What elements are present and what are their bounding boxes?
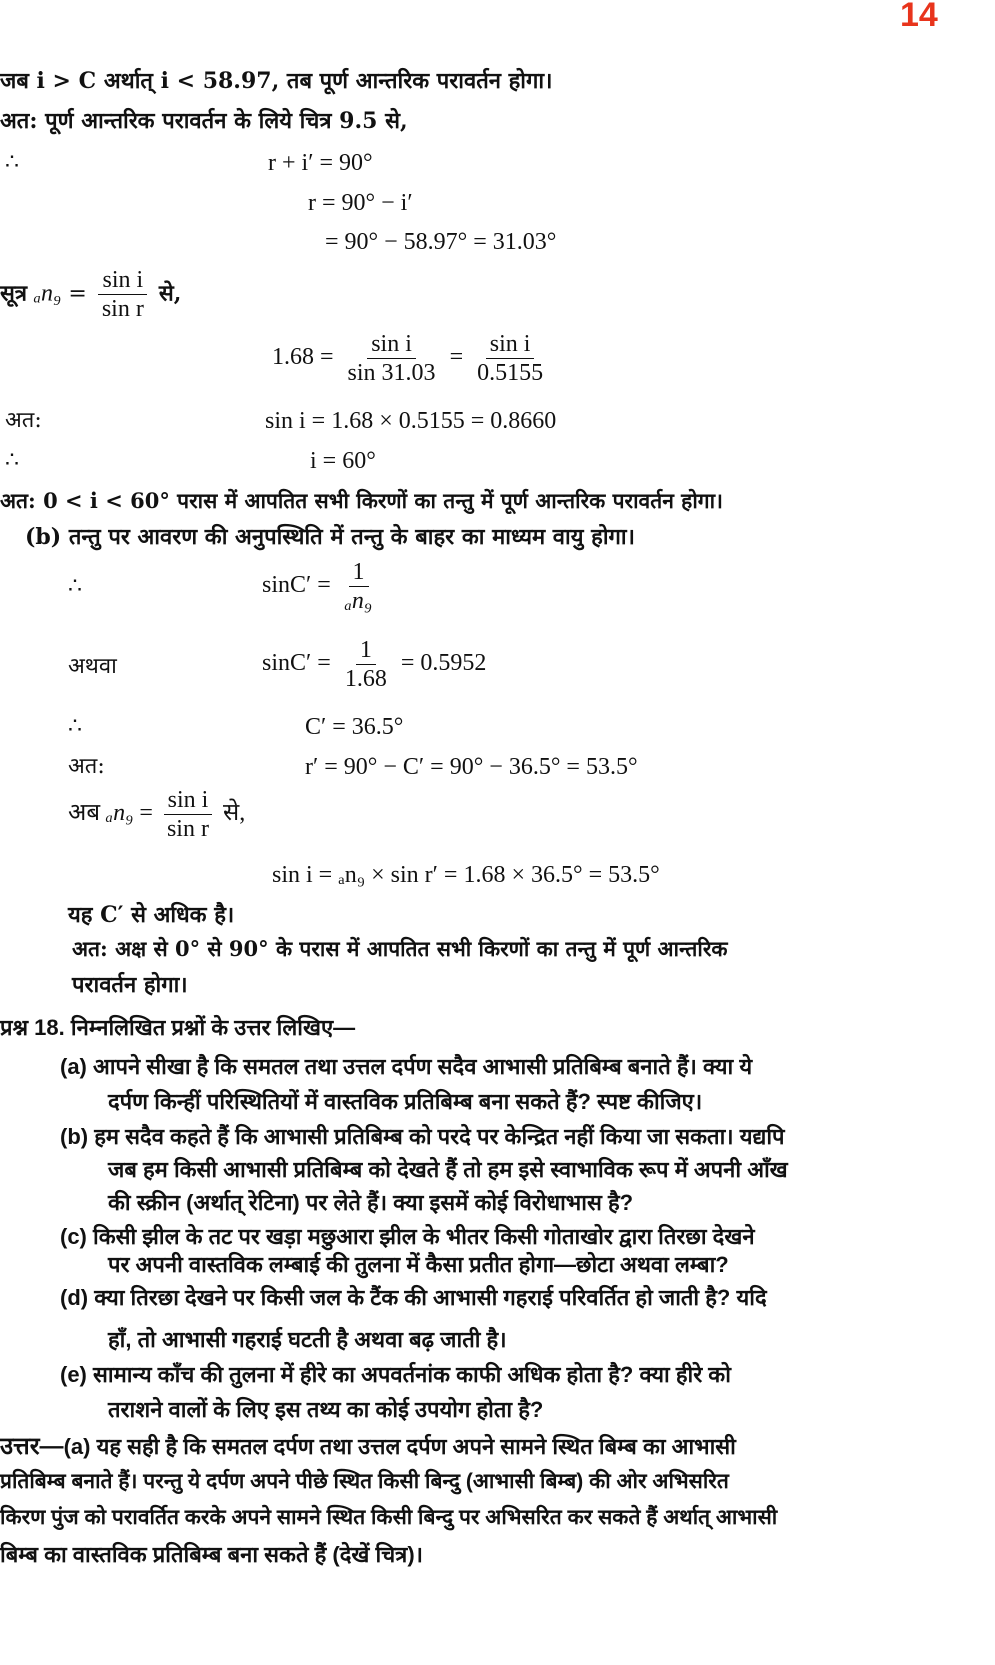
label: से, bbox=[222, 800, 246, 827]
fraction bbox=[341, 558, 376, 615]
lhs: sinC′ = bbox=[262, 572, 331, 599]
equation: 1.68 = $\frac{\text{sin i}}{\sin 31.03}$ = $\frac{\text{sin i}}{0.5155}$ bbox=[272, 330, 551, 387]
therefore-symbol: ∴ bbox=[5, 448, 19, 473]
fraction bbox=[473, 330, 547, 387]
label: से, bbox=[158, 280, 182, 307]
numerator: sin i bbox=[164, 786, 213, 815]
equation: r = 90° − i′ bbox=[308, 190, 413, 216]
numerator: 1 bbox=[349, 558, 369, 587]
equation bbox=[262, 558, 380, 615]
numerator: sin i bbox=[367, 330, 416, 359]
denominator: sin r bbox=[101, 296, 144, 322]
fraction bbox=[98, 266, 148, 323]
text-line: अत: 0 < i < 60° परास में आपतित सभी किरणों का तन्तु में पूर्ण आन्तरिक परावर्तन होगा। bbox=[0, 488, 723, 513]
denominator: sin 31.03 bbox=[347, 360, 436, 386]
answer-line: किरण पुंज को परावर्तित करके अपने सामने स्थित किसी बिन्दु पर अभिसरित कर सकते हैं अर्थात् आभासी bbox=[0, 1506, 778, 1529]
fraction bbox=[163, 786, 213, 843]
text-line: यह C′ से अधिक है। bbox=[68, 902, 235, 928]
therefore-symbol: ∴ bbox=[68, 714, 82, 739]
lhs: sinC′ = bbox=[262, 650, 331, 677]
answer-line bbox=[0, 1432, 736, 1462]
question-item: (e) सामान्य काँच की तुलना में हीरे का अपवर्तनांक काफी अधिक होता है? क्या हीरे को bbox=[60, 1362, 731, 1387]
equation: r + i′ = 90° bbox=[268, 150, 373, 176]
label: अत: bbox=[5, 408, 42, 433]
fraction bbox=[341, 636, 391, 693]
label: सूत्र bbox=[0, 280, 28, 307]
question-item: (d) क्या तिरछा देखने पर किसी जल के टैंक की आभासी गहराई परिवर्तित हो जाती है? यदि bbox=[60, 1285, 767, 1310]
text-line: जब i > C अर्थात् i < 58.97, तब पूर्ण आन्तरिक परावर्तन होगा। bbox=[0, 68, 553, 94]
label: अथवा bbox=[68, 654, 117, 679]
denominator: 0.5155 bbox=[477, 360, 544, 386]
equation: i = 60° bbox=[310, 448, 376, 474]
text-line: (b) तन्तु पर आवरण की अनुपस्थिति में तन्तु के बाहर का माध्यम वायु होगा। bbox=[25, 524, 635, 550]
equation: = 90° − 58.97° = 31.03° bbox=[325, 229, 557, 255]
question-intro: निम्नलिखित प्रश्नों के उत्तर लिखिए— bbox=[70, 1015, 356, 1040]
question-item: तराशने वालों के लिए इस तथ्य का कोई उपयोग होता है? bbox=[108, 1397, 544, 1422]
equation: sin i = 1.68 × 0.5155 = 0.8660 bbox=[265, 408, 557, 434]
equation: C′ = 36.5° bbox=[305, 714, 404, 740]
lhs: 1.68 = bbox=[272, 344, 334, 371]
question-item: हाँ, तो आभासी गहराई घटती है अथवा बढ़ जाती है। bbox=[108, 1327, 507, 1352]
text-line: अत: अक्ष से 0° से 90° के परास में आपतित सभी किरणों का तन्तु में पूर्ण आन्तरिक bbox=[72, 936, 728, 961]
equation: r′ = 90° − C′ = 90° − 36.5° = 53.5° bbox=[305, 754, 638, 780]
denominator: sin r bbox=[166, 816, 209, 842]
page-number: 14 bbox=[900, 0, 938, 34]
label: अत: bbox=[68, 754, 105, 779]
label: अब bbox=[68, 800, 101, 827]
question-item: (c) किसी झील के तट पर खड़ा मछुआरा झील के भीतर किसी गोताखोर द्वारा तिरछा देखने bbox=[60, 1224, 755, 1249]
fraction bbox=[344, 330, 440, 387]
answer-label: उत्तर— bbox=[0, 1433, 64, 1460]
equation bbox=[262, 636, 486, 693]
answer-text: (a) यह सही है कि समतल दर्पण तथा उत्तल दर्पण अपने सामने स्थित बिम्ब का आभासी bbox=[63, 1434, 736, 1459]
numerator: sin i bbox=[98, 266, 147, 295]
question-item: पर अपनी वास्तविक लम्बाई की तुलना में कैसा प्रतीत होगा—छोटा अथवा लम्बा? bbox=[108, 1252, 729, 1277]
question-item: जब हम किसी आभासी प्रतिबिम्ब को देखते हैं तो हम इसे स्वाभाविक रूप में अपनी आँख bbox=[108, 1157, 788, 1182]
question-number: प्रश्न 18. bbox=[0, 1015, 65, 1040]
formula-line: अब ₐn₉ = $\frac{\text{sin i}}{\text{sin r}}$ से, bbox=[68, 787, 246, 842]
question-item: दर्पण किन्हीं परिस्थितियों में वास्तविक प्रतिबिम्ब बना सकते हैं? स्पष्ट कीजिए। bbox=[108, 1089, 703, 1114]
refractive-index: ₐn₉ bbox=[34, 280, 62, 307]
denominator: ₐn₉ bbox=[344, 588, 373, 614]
question-item: (b) हम सदैव कहते हैं कि आभासी प्रतिबिम्ब को परदे पर केन्द्रित नहीं किया जा सकता। यद्यपि bbox=[60, 1124, 785, 1149]
question-item: की स्क्रीन (अर्थात् रेटिना) पर लेते हैं। क्या इसमें कोई विरोधाभास है? bbox=[108, 1190, 634, 1215]
numerator: sin i bbox=[486, 330, 535, 359]
equation: sin i = ₐn₉ × sin r′ = 1.68 × 36.5° = 53.5° bbox=[272, 862, 660, 888]
text-line: परावर्तन होगा। bbox=[72, 972, 188, 998]
answer-line: बिम्ब का वास्तविक प्रतिबिम्ब बना सकते हैं (देखें चित्र)। bbox=[0, 1542, 423, 1567]
denominator: 1.68 bbox=[344, 666, 387, 692]
question-heading bbox=[0, 1013, 355, 1043]
therefore-symbol: ∴ bbox=[5, 150, 19, 175]
therefore-symbol: ∴ bbox=[68, 574, 82, 599]
refractive-index: ₐn₉ bbox=[106, 800, 134, 827]
answer-line: प्रतिबिम्ब बनाते हैं। परन्तु ये दर्पण अपने पीछे स्थित किसी बिन्दु (आभासी बिम्ब) की ओर अभिसरित bbox=[0, 1470, 729, 1493]
formula-line: सूत्र ₐn₉ = $\frac{\text{sin i}}{\text{sin r}}$ से, bbox=[0, 267, 182, 322]
numerator: 1 bbox=[356, 636, 376, 665]
question-item: (a) आपने सीखा है कि समतल तथा उत्तल दर्पण सदैव आभासी प्रतिबिम्ब बनाते हैं। क्या ये bbox=[60, 1054, 753, 1079]
text-line: अत: पूर्ण आन्तरिक परावर्तन के लिये चित्र 9.5 से, bbox=[0, 108, 408, 134]
rhs: = 0.5952 bbox=[400, 650, 487, 677]
